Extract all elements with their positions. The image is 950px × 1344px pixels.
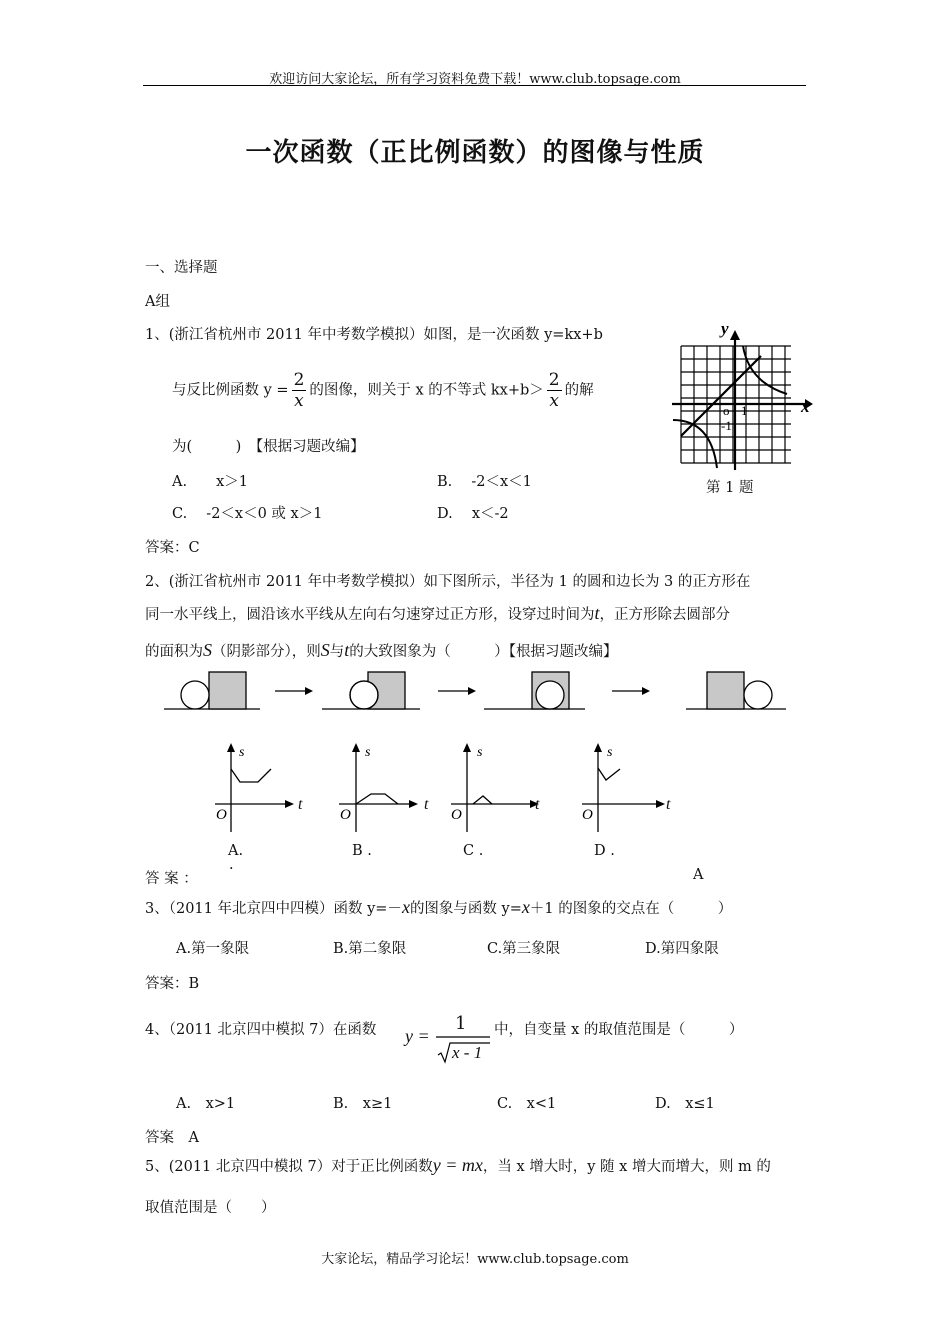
q1-fraction-1 (292, 370, 307, 411)
q2-line3b: （阴影部分），则 (212, 644, 321, 660)
arrow-3 (612, 687, 650, 695)
q2-answer-label: 答 案 ： (145, 871, 198, 887)
frac-den: x (549, 391, 559, 411)
graph-b (334, 740, 424, 835)
q3-option-a: A.第一象限 (176, 941, 250, 957)
s-label: s (365, 745, 371, 760)
frac-num: 2 (293, 370, 305, 390)
s-axis-arrow (227, 743, 235, 752)
scene-1 (164, 672, 260, 709)
q1-line2b: 的图像，则关于 x 的不等式 kx+b＞ (309, 382, 544, 399)
hyperbola-branch-1 (743, 346, 787, 394)
header-rule (143, 85, 806, 86)
q3-line-c: ＋1 的图象的交点在（ ） (529, 901, 733, 917)
q1-fraction-2 (547, 370, 562, 411)
q2-line2 (145, 603, 730, 624)
q3-var-x: x (401, 897, 410, 917)
q2-var-t: t (594, 603, 600, 623)
graph-a (205, 740, 295, 835)
q2-line3d: 的大致图象为（ ）【根据习题改编】 (349, 644, 618, 660)
s-label: s (239, 745, 245, 760)
fig-x-label: x (801, 397, 810, 416)
q5-line2: 取值范围是（ ） (145, 1200, 276, 1216)
q3-line (145, 897, 732, 918)
s-axis-arrow (352, 743, 360, 752)
scene-3 (484, 672, 585, 709)
q1-line2 (172, 370, 594, 411)
fig-y-label: y (721, 319, 729, 338)
q3-line-b: 的图象与函数 y= (409, 901, 522, 917)
q4-formula-num: 1 (455, 1013, 467, 1034)
o-label: O (582, 807, 593, 823)
fig-one-label: 1 (741, 403, 748, 418)
page-title: 一次函数（正比例函数）的图像与性质 (245, 138, 705, 168)
q2-var-s-2: S (320, 640, 330, 660)
t-axis-arrow (409, 800, 418, 808)
q1-figure-caption: 第 1 题 (706, 480, 754, 496)
q2-line2b: ，正方形除去圆部分 (599, 607, 731, 623)
q1-option-b: B. -2＜x＜1 (437, 474, 532, 490)
q3-option-b: B.第二象限 (333, 941, 407, 957)
page-header: 欢迎访问大家论坛，所有学习资料免费下载！www.club.topsage.com (269, 72, 681, 87)
frac-den: x (294, 391, 304, 411)
q5-line1b: ，当 x 增大时，y 随 x 增大而增大，则 m 的 (482, 1159, 771, 1175)
q4-answer: 答案 A (145, 1130, 199, 1146)
q4-option-c: C. x<1 (497, 1096, 557, 1112)
t-axis-arrow (285, 800, 294, 808)
section-heading: 一、选择题 (145, 260, 218, 276)
q4-option-b: B. x≥1 (333, 1096, 393, 1112)
q5-line1 (145, 1155, 771, 1176)
q2-var-s: S (203, 640, 212, 660)
q1-option-c: C. -2＜x＜0 或 x＞1 (172, 506, 323, 522)
q1-option-a: A. x＞1 (172, 474, 248, 490)
q1-line3: 为( ) 【根据习题改编】 (172, 439, 365, 455)
q4-formula-y: y = (405, 1026, 430, 1046)
curve (473, 796, 492, 804)
graph-b-t-label: t (424, 796, 429, 813)
curve (231, 769, 271, 782)
y-axis-arrow (730, 330, 740, 340)
q2-line3a: 的面积为 (145, 644, 203, 660)
q1-figure (665, 318, 815, 478)
graph-c (446, 740, 541, 835)
graph-a-t-label: t (298, 796, 303, 813)
q4-option-d: D. x≤1 (655, 1096, 715, 1112)
q4-formula-den: x - 1 (452, 1043, 483, 1062)
graph-b-label: B . (352, 843, 372, 859)
q2-answer-dot: · (229, 861, 234, 877)
s-label: s (607, 745, 613, 760)
s-axis-arrow (594, 743, 602, 752)
graph-c-t-label: t (535, 796, 540, 813)
q4-line-a: 4、（2011 北京四中模拟 7）在函数 (145, 1022, 377, 1038)
fig-origin-label: o (723, 403, 730, 418)
q4-line-b: 中，自变量 x 的取值范围是（ ） (494, 1022, 744, 1038)
scene-4 (686, 672, 786, 709)
o-label: O (340, 807, 351, 823)
q1-option-d: D. x＜-2 (437, 506, 509, 522)
t-axis-arrow (656, 800, 665, 808)
graph-d (578, 740, 671, 835)
curve (598, 768, 620, 780)
graph-d-t-label: t (666, 796, 671, 813)
q3-option-d: D.第四象限 (645, 941, 719, 957)
group-label: A组 (145, 294, 170, 310)
hyperbola-branch-2 (673, 420, 717, 468)
o-label: O (216, 807, 227, 823)
arrow-2 (438, 687, 476, 695)
o-label: O (451, 807, 462, 823)
s-axis-arrow (463, 743, 471, 752)
q3-line-a: 3、（2011 年北京四中四模）函数 y=－ (145, 901, 402, 917)
graph-d-label: D . (594, 843, 615, 859)
q5-line1a: 5、(2011 北京四中模拟 7）对于正比例函数 (145, 1159, 433, 1175)
scene-2 (322, 672, 420, 709)
q2-line3 (145, 640, 618, 661)
q3-var-x-2: x (521, 897, 530, 917)
graph-c-label: C . (463, 843, 484, 859)
graph-a-label: A. (228, 843, 244, 859)
q2-sequence-figure (160, 668, 800, 718)
frac-num: 2 (548, 370, 560, 390)
q1-answer: 答案：C (145, 540, 200, 556)
q1-line2c: 的解 (564, 382, 594, 399)
q3-option-c: C.第三象限 (487, 941, 561, 957)
q2-line3c: 与 (329, 644, 345, 660)
s-label: s (477, 745, 483, 760)
q2-line1: 2、(浙江省杭州市 2011 年中考数学模拟）如下图所示，半径为 1 的圆和边长为 3 的正方形在 (145, 574, 751, 590)
q1-line1: 1、(浙江省杭州市 2011 年中考数学模拟）如图，是一次函数 y=kx+b (145, 327, 603, 343)
q2-line2a: 同一水平线上，圆沿该水平线从左向右匀速穿过正方形，设穿过时间为 (145, 607, 595, 623)
arrow-1 (275, 687, 313, 695)
q3-answer: 答案：B (145, 976, 200, 992)
q2-var-t-2: t (344, 640, 350, 660)
curve (356, 794, 398, 804)
q1-line2a: 与反比例函数 y = (172, 382, 289, 399)
fig-neg1-label: -1 (721, 418, 732, 433)
q4-option-a: A. x>1 (176, 1096, 236, 1112)
page-footer: 大家论坛，精品学习论坛！www.club.topsage.com (321, 1252, 629, 1267)
q2-answer-value: A (693, 867, 704, 883)
q5-formula: y = mx (432, 1155, 483, 1175)
